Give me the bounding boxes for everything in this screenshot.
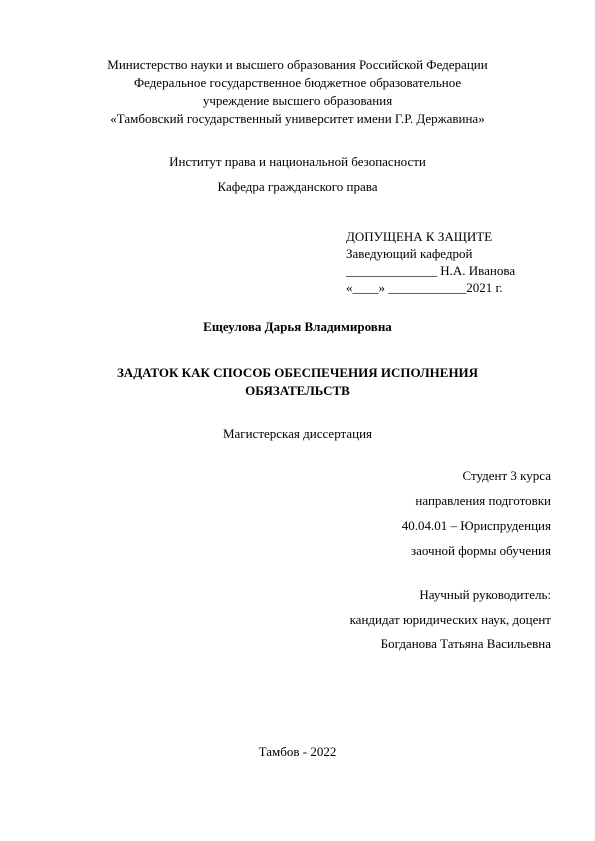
work-type: Магистерская диссертация bbox=[222, 426, 373, 441]
header-line: Федеральное государственное бюджетное образовательное bbox=[133, 75, 462, 90]
approval-date-line: «____» ____________2021 г. bbox=[346, 280, 503, 295]
approval-signature-line: ______________ Н.А. Иванова bbox=[346, 263, 516, 278]
supervisor-info bbox=[350, 583, 551, 657]
approval-position: Заведующий кафедрой bbox=[346, 246, 473, 261]
student-line: направления подготовки bbox=[415, 493, 551, 508]
student-line: Студент 3 курса bbox=[462, 468, 551, 483]
thesis-title-line: ЗАДАТОК КАК СПОСОБ ОБЕСПЕЧЕНИЯ ИСПОЛНЕНИЯ bbox=[116, 365, 479, 380]
city-year: Тамбов - 2022 bbox=[258, 744, 337, 759]
approval-title: ДОПУЩЕНА К ЗАЩИТЕ bbox=[346, 229, 493, 244]
header-line: «Тамбовский государственный университет имени Г.Р. Державина» bbox=[110, 111, 485, 126]
department-name: Кафедра гражданского права bbox=[217, 179, 378, 194]
institute-name: Институт права и национальной безопасности bbox=[169, 154, 426, 169]
approval-block bbox=[346, 228, 566, 296]
supervisor-line: Богданова Татьяна Васильевна bbox=[380, 636, 551, 651]
supervisor-line: кандидат юридических наук, доцент bbox=[349, 611, 551, 627]
student-line: заочной формы обучения bbox=[410, 543, 551, 558]
ministry-header bbox=[0, 56, 595, 128]
student-info bbox=[402, 463, 551, 563]
author-name: Ещеулова Дарья Владимировна bbox=[203, 319, 392, 334]
supervisor-line: Научный руководитель: bbox=[419, 587, 551, 602]
thesis-title bbox=[0, 364, 595, 400]
student-line: 40.04.01 – Юриспруденция bbox=[401, 518, 551, 533]
thesis-title-line: ОБЯЗАТЕЛЬСТВ bbox=[245, 383, 350, 398]
header-line: учреждение высшего образования bbox=[202, 93, 393, 108]
header-line: Министерство науки и высшего образования Российской Федерации bbox=[107, 57, 488, 72]
